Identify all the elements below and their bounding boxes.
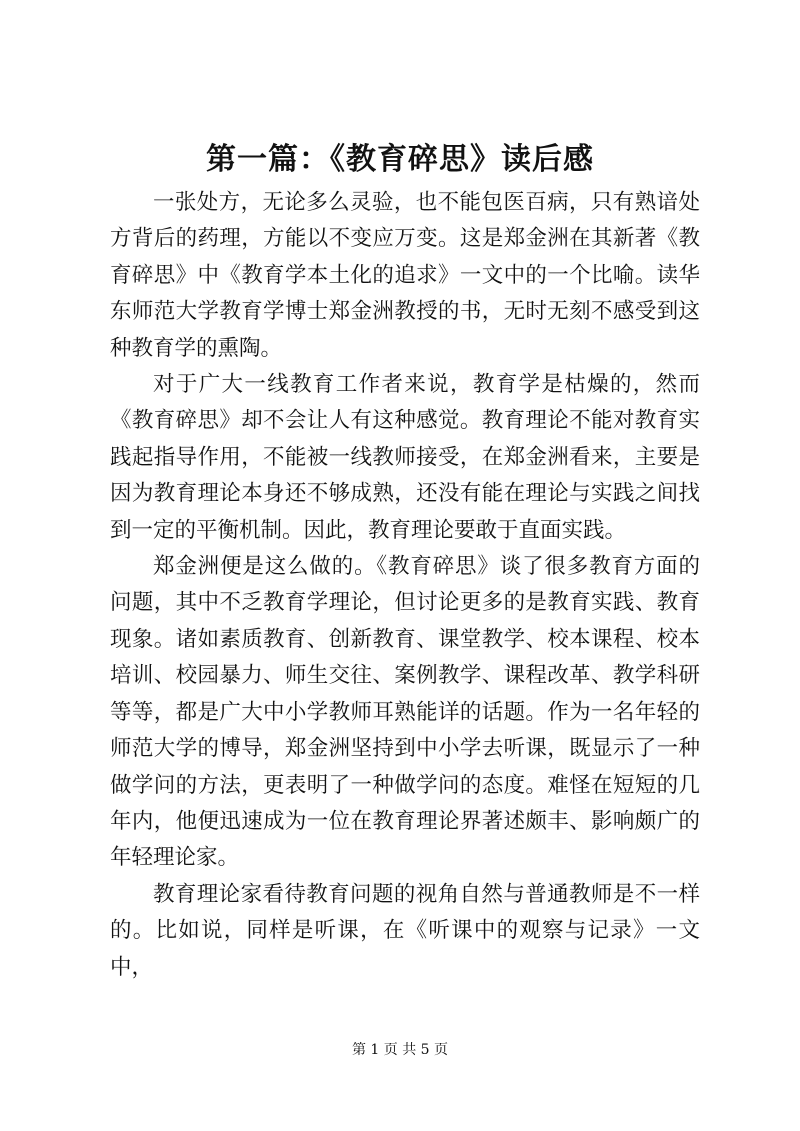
paragraph: 教育理论家看待教育问题的视角自然与普通教师是不一样的。比如说，同样是听课，在《听课中的观察与记录》一文中， (110, 881, 700, 980)
paragraph: 郑金洲便是这么做的。《教育碎思》谈了很多教育方面的问题，其中不乏教育学理论，但讨论更多的是教育实践、教育现象。诸如素质教育、创新教育、课堂教学、校本课程、校本培训、校园暴力、师生交往、案例教学、课程改革、教学科研等等，都是广大中小学教师耳熟能详的话题。作为一名年轻的师范大学的博导，郑金洲坚持到中小学去听课，既显示了一种做学问的方法，更表明了一种做学问的态度。难怪在短短的几年内，他便迅速成为一位在教育理论界著述颇丰、影响颇广的年轻理论家。 (110, 554, 700, 871)
page-number-footer: 第 1 页 共 5 页 (351, 1042, 449, 1058)
paragraph: 一张处方，无论多么灵验，也不能包医百病，只有熟谙处方背后的药理，方能以不变应万变。这是郑金洲在其新著《教育碎思》中《教育学本土化的追求》一文中的一个比喻。读华东师范大学教育学博士郑金洲教授的书，无时无刻不感受到这种教育学的熏陶。 (110, 190, 700, 361)
paragraph: 对于广大一线教育工作者来说，教育学是枯燥的，然而《教育碎思》却不会让人有这种感觉。教育理论不能对教育实践起指导作用，不能被一线教师接受，在郑金洲看来，主要是因为教育理论本身还不够成熟，还没有能在理论与实践之间找到一定的平衡机制。因此，教育理论要敢于直面实践。 (110, 372, 700, 543)
document-body (110, 185, 700, 986)
page-title: 第一篇：《教育碎思》读后感 (206, 142, 594, 177)
